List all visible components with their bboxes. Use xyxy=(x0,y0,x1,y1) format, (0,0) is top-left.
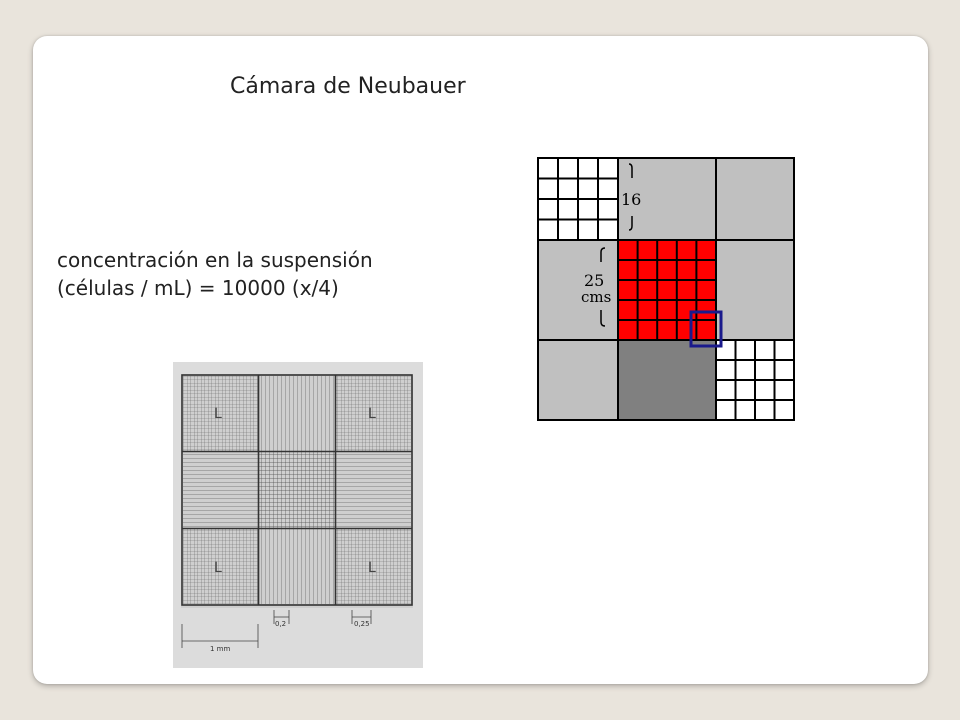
strip-bottom xyxy=(259,529,335,604)
square-bottom-center xyxy=(618,340,716,420)
scale-label-1mm: 1 mm xyxy=(210,645,231,653)
corner-mark-br: L xyxy=(368,560,376,576)
square-top-right xyxy=(716,158,794,240)
label-16: 16 xyxy=(621,190,642,209)
neubauer-grid-diagram xyxy=(528,150,803,430)
slide-title: Cámara de Neubauer xyxy=(230,74,466,99)
corner-mark-bl: L xyxy=(214,560,222,576)
scale-label-02: 0,2 xyxy=(275,620,287,628)
scale-label-025: 0,25 xyxy=(354,620,370,628)
hemocytometer-micrograph xyxy=(173,362,423,668)
corner-mark-tr: L xyxy=(368,406,376,422)
center-square xyxy=(259,452,335,528)
square-center-red xyxy=(618,240,716,340)
strip-left xyxy=(183,452,258,528)
formula-line-2: (células / mL) = 10000 (x/4) xyxy=(57,276,339,300)
label-cms: cms xyxy=(581,288,612,306)
square-middle-right xyxy=(716,240,794,340)
concentration-formula xyxy=(57,246,373,302)
label-25: 25 xyxy=(584,271,605,290)
square-bottom-left xyxy=(538,340,618,420)
corner-mark-tl: L xyxy=(214,406,222,422)
strip-right xyxy=(336,452,411,528)
formula-line-1: concentración en la suspensión xyxy=(57,248,373,272)
strip-top xyxy=(259,376,335,451)
